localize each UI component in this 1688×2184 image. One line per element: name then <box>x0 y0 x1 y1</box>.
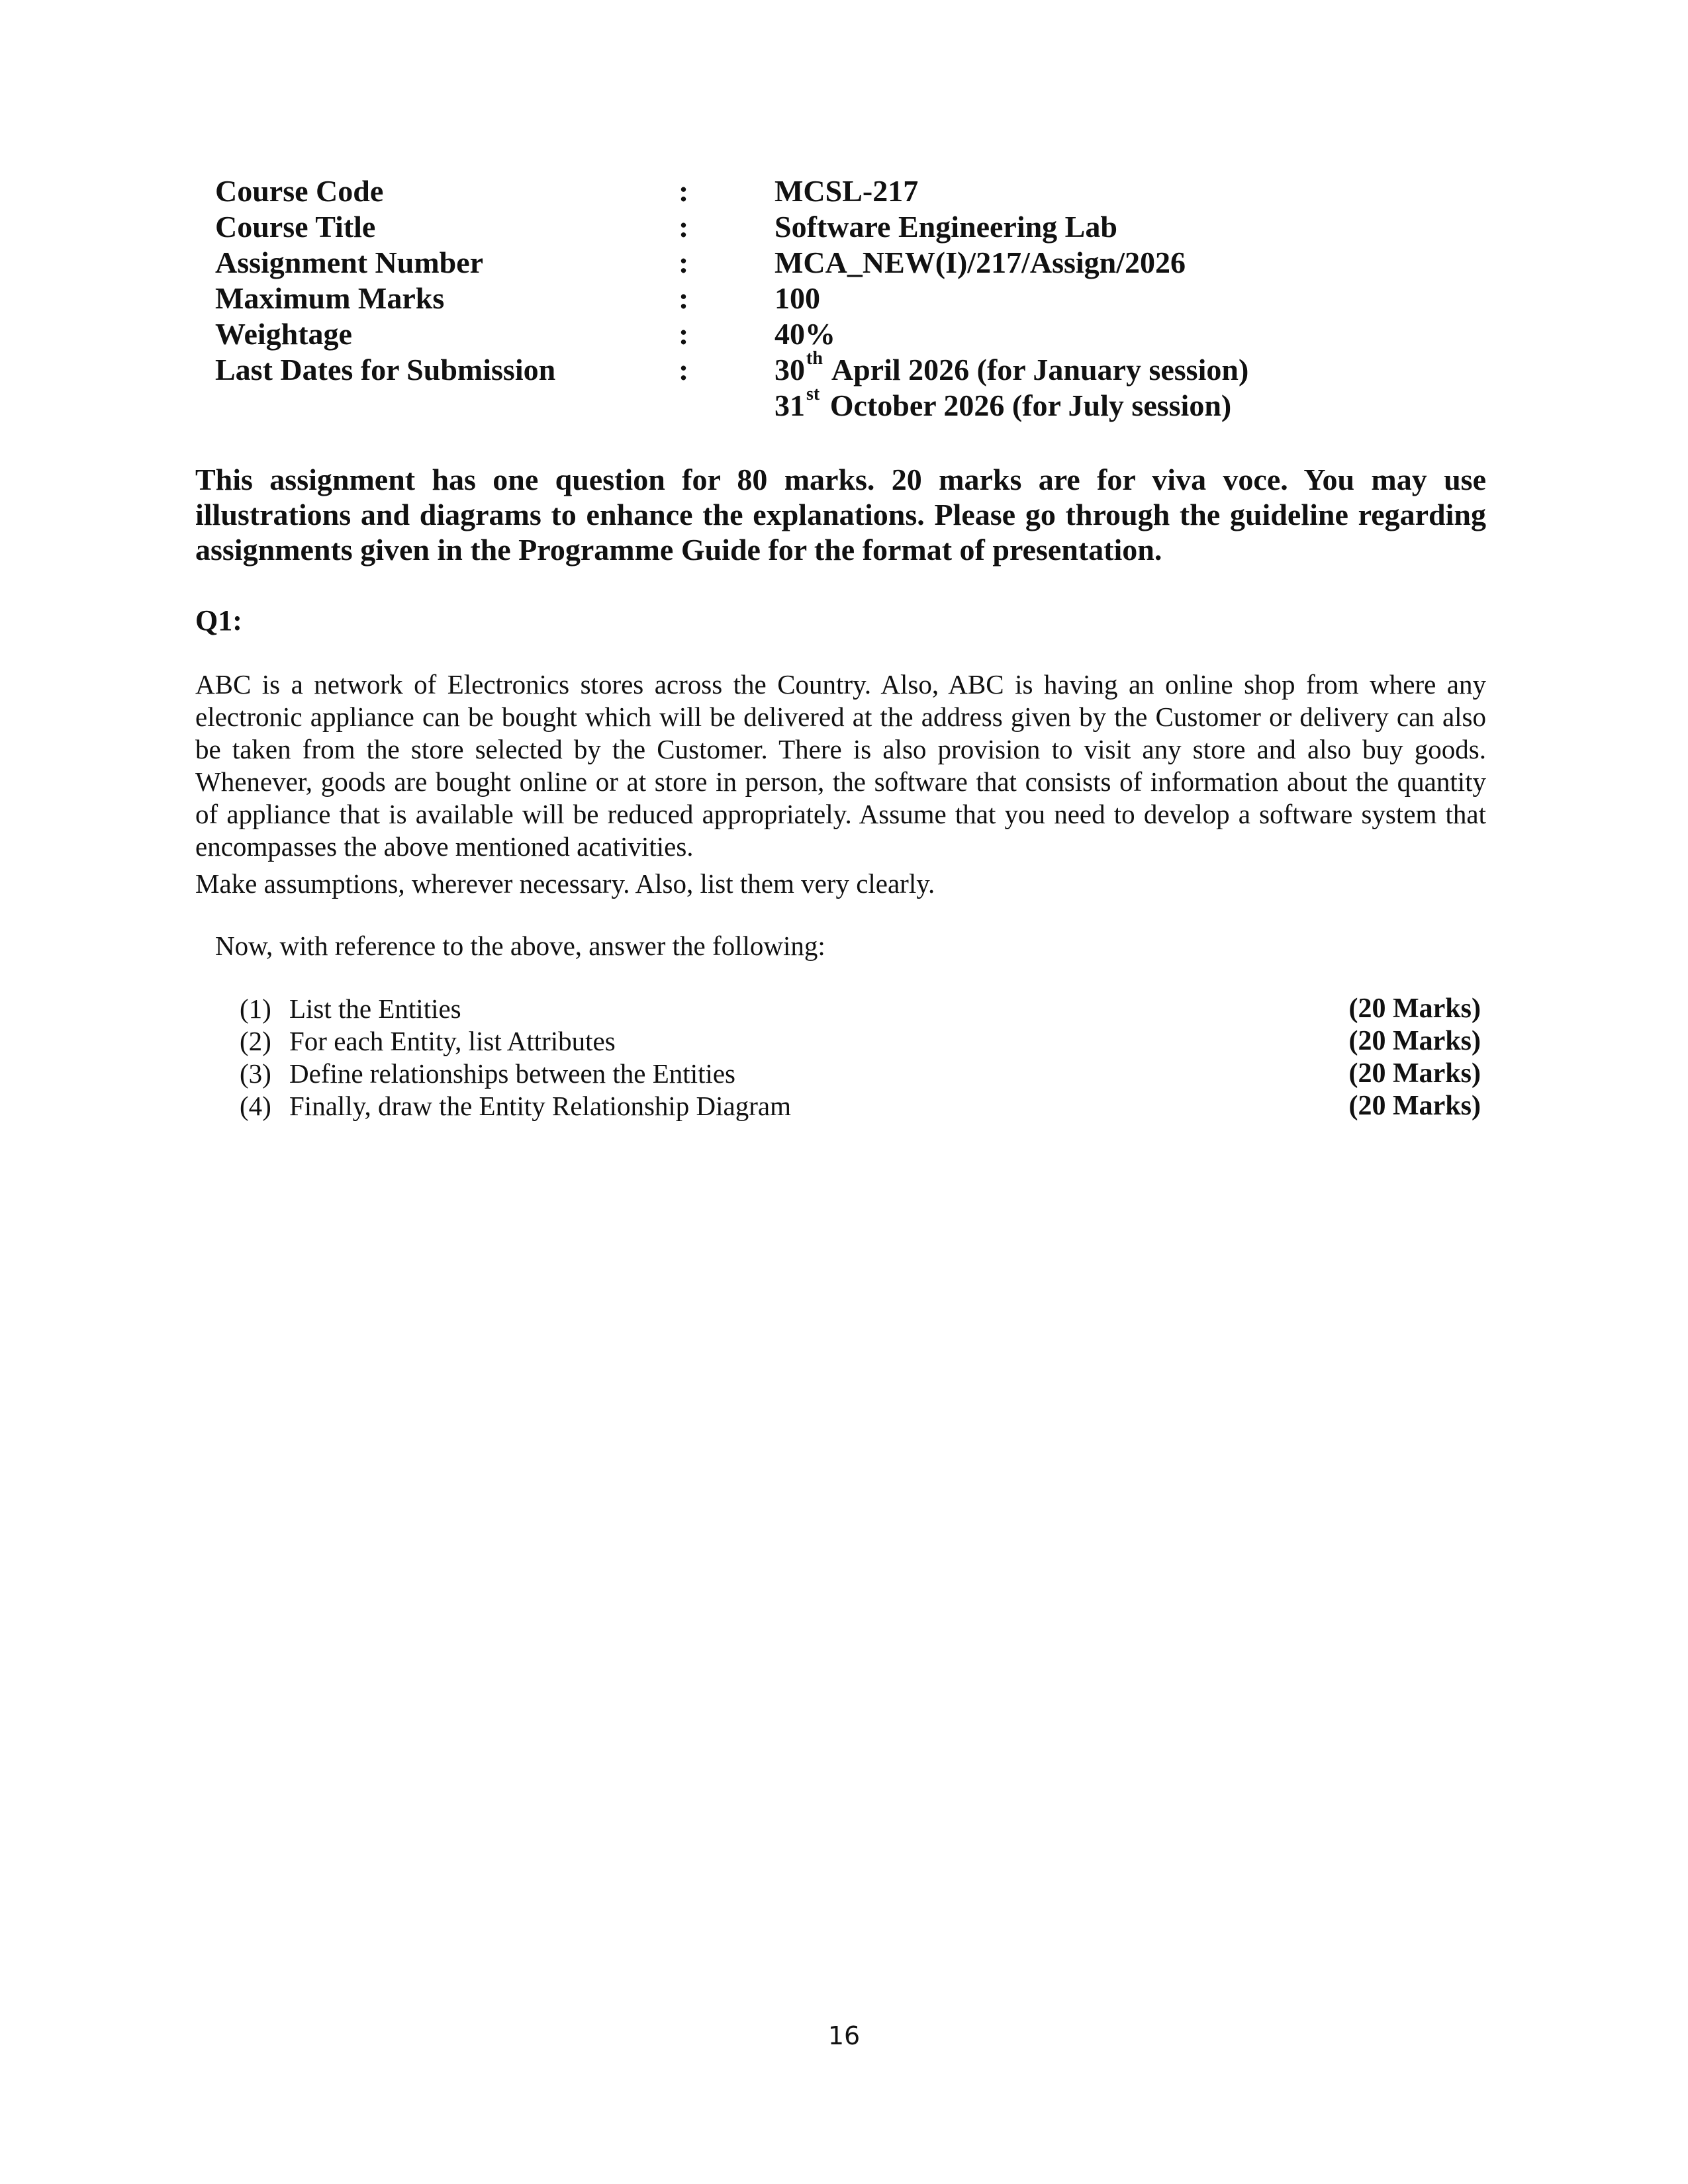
info-row-maximum-marks <box>215 281 1407 316</box>
info-colon: : <box>679 210 689 244</box>
task-text: Finally, draw the Entity Relationship Diagram <box>289 1091 791 1121</box>
info-value-course-code: MCSL-217 <box>774 174 919 208</box>
info-colon: : <box>679 353 689 387</box>
info-label: Course Code <box>215 174 384 208</box>
task-text: Define relationships between the Entities <box>289 1058 736 1089</box>
info-label: Course Title <box>215 210 376 244</box>
info-label: Maximum Marks <box>215 281 445 315</box>
task-item <box>240 993 1481 1025</box>
info-colon: : <box>679 174 689 208</box>
assumptions-note: Make assumptions, wherever necessary. Also, list them very clearly. <box>195 868 935 899</box>
info-label: Last Dates for Submission <box>215 353 556 387</box>
date-rest: April 2026 (for January session) <box>825 353 1249 387</box>
date-day: 31 <box>774 388 805 422</box>
task-marks: (20 Marks) <box>1348 1058 1481 1089</box>
submission-date-january <box>774 348 1249 392</box>
info-row-submission <box>215 348 1407 388</box>
info-colon: : <box>679 246 689 279</box>
info-colon: : <box>679 317 689 351</box>
date-rest: October 2026 (for July session) <box>822 388 1232 422</box>
task-text: For each Entity, list Attributes <box>289 1026 616 1056</box>
question-label: Q1: <box>195 604 242 637</box>
info-row-weightage <box>215 316 1407 352</box>
date-ordinal-suffix: st <box>806 384 820 404</box>
task-list <box>240 993 1481 1122</box>
info-value-maximum-marks: 100 <box>774 281 820 315</box>
info-label: Weightage <box>215 317 352 351</box>
date-day: 30 <box>774 353 805 387</box>
answer-prompt: Now, with reference to the above, answer the following: <box>215 931 825 961</box>
page-number: 16 <box>827 2021 861 2050</box>
task-marks: (20 Marks) <box>1348 1026 1481 1056</box>
assignment-instructions: This assignment has one question for 80 marks. 20 marks are for viva voce. You may use illustrations and diagrams to enhance the explanations. Please go through the guideline regarding assignments given in the Programme Guide for the format of presentation. <box>195 463 1486 567</box>
task-number: (2) <box>240 1026 271 1056</box>
info-label: Assignment Number <box>215 246 484 279</box>
info-row-submission-second <box>215 384 1407 424</box>
task-item <box>240 1025 1481 1058</box>
date-ordinal-suffix: th <box>806 348 823 369</box>
question-description: ABC is a network of Electronics stores across the Country. Also, ABC is having an online shop from where any electronic appliance can be bought which will be delivered at the address given by the Customer or delivery can also be taken from the store selected by the Customer. There is also provision to visit any store and also buy goods. Whenever, goods are bought online or at store in person, the software that consists of information about the quantity of appliance that is available will be reduced appropriately. Assume that you need to develop a software system that encompasses the above mentioned acativities. <box>195 669 1486 862</box>
info-row-course-title <box>215 209 1407 245</box>
info-colon: : <box>679 281 689 315</box>
task-text: List the Entities <box>289 993 461 1024</box>
info-row-assignment-number <box>215 245 1407 281</box>
task-marks: (20 Marks) <box>1348 993 1481 1024</box>
info-value-assignment-number: MCA_NEW(I)/217/Assign/2026 <box>774 246 1186 279</box>
task-item <box>240 1090 1481 1122</box>
task-number: (4) <box>240 1091 271 1121</box>
submission-date-july <box>774 384 1232 428</box>
assignment-info-table <box>215 173 1407 424</box>
info-value-weightage: 40% <box>774 317 835 351</box>
task-number: (1) <box>240 993 271 1024</box>
info-row-course-code <box>215 173 1407 209</box>
task-marks: (20 Marks) <box>1348 1091 1481 1121</box>
task-number: (3) <box>240 1058 271 1089</box>
task-item <box>240 1058 1481 1090</box>
info-value-course-title: Software Engineering Lab <box>774 210 1117 244</box>
